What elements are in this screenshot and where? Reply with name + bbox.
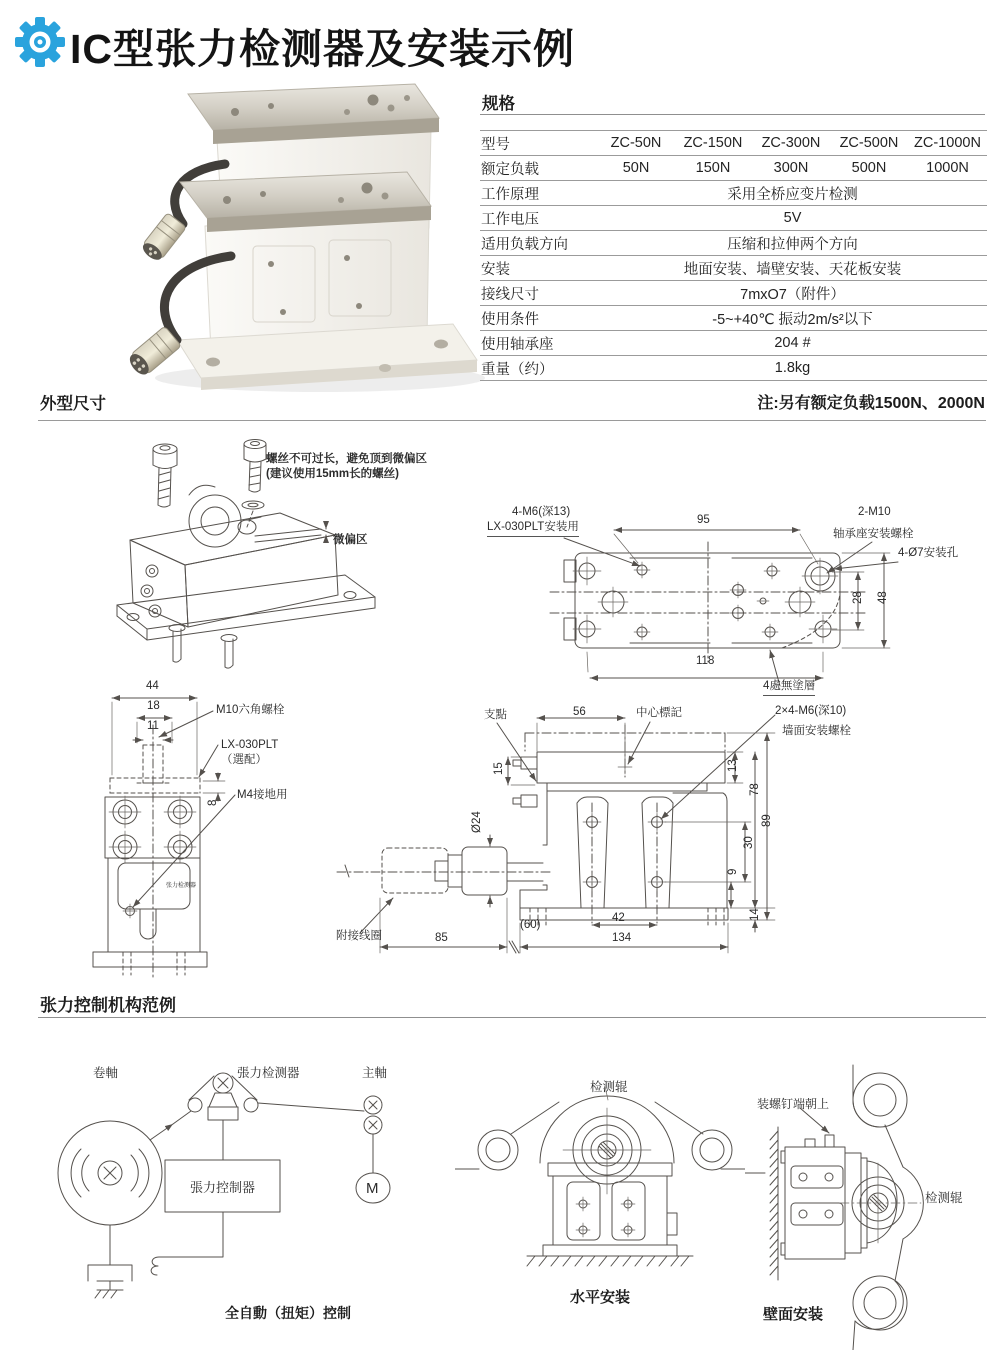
- sideview-dim-89: 89: [761, 814, 773, 827]
- topview-dim-118: 118: [696, 655, 715, 667]
- topview-dim-28: 28: [852, 591, 864, 604]
- front-view-drawing: [85, 675, 325, 980]
- table-row: [480, 131, 987, 156]
- control-section-title: 张力控制机构范例: [40, 996, 176, 1015]
- frontview-dim-18: 18: [147, 700, 160, 712]
- spec-cell: 1000N: [908, 156, 987, 181]
- spec-cell: 1.8kg: [598, 356, 987, 381]
- table-row: [480, 206, 987, 231]
- topview-m10-label-line2: 轴承座安装螺栓: [833, 528, 914, 540]
- spec-title-rule: [480, 114, 985, 115]
- horizontal-mount-diagram: [455, 1078, 745, 1290]
- spec-cell: 500N: [830, 156, 908, 181]
- horizontal-mount-caption: 水平安装: [570, 1289, 631, 1306]
- page-title: IC型张力检测器及安装示例: [70, 26, 575, 72]
- table-row: [480, 281, 987, 306]
- sideview-dim-9: 9: [727, 868, 739, 875]
- spec-row-label: 型号: [480, 131, 598, 156]
- spec-cell: 7mxO7（附件）: [598, 281, 987, 306]
- schematic-caption: 全自動（扭矩）控制: [225, 1305, 351, 1321]
- frontview-plt-label-line1: LX-030PLT: [221, 739, 279, 751]
- spec-row-label: 适用负载方向: [480, 231, 598, 256]
- schematic-detector-label: 張力检测器: [237, 1066, 300, 1080]
- sideview-center-mark-label: 中心標記: [636, 707, 682, 719]
- spec-cell: ZC-1000N: [908, 131, 987, 156]
- outline-section-title: 外型尺寸: [40, 395, 106, 413]
- sideview-dim-14: 14: [749, 908, 761, 921]
- product-photo: [85, 78, 485, 396]
- spec-cell: 204 #: [598, 331, 987, 356]
- spec-row-label: 使用条件: [480, 306, 598, 331]
- gear-icon: [14, 16, 66, 68]
- frontview-ground-label: M4接地用: [237, 789, 288, 801]
- control-section-rule: [38, 1017, 986, 1018]
- horizontal-mount-roller-label: 检测辊: [590, 1080, 628, 1094]
- spec-row-label: 工作原理: [480, 181, 598, 206]
- spec-cell: ZC-500N: [830, 131, 908, 156]
- spec-row-label: 接线尺寸: [480, 281, 598, 306]
- frontview-dim-11: 11: [147, 720, 159, 732]
- iso-zone-label: 微偏区: [333, 534, 368, 546]
- sideview-coil-label: 附接线圈: [336, 930, 382, 942]
- sideview-dim-56: 56: [573, 706, 586, 718]
- sideview-dim-d24: Ø24: [471, 811, 483, 833]
- table-row: [480, 156, 987, 181]
- frontview-dim-44: 44: [146, 680, 159, 692]
- table-row: [480, 231, 987, 256]
- spec-cell: 采用全桥应变片检测: [598, 181, 987, 206]
- sideview-m6-label-line2: 墙面安装螺栓: [782, 725, 851, 737]
- sideview-m6-label-line1: 2×4-M6(深10): [775, 705, 847, 717]
- side-view-drawing: [335, 695, 995, 980]
- sideview-dim-30: 30: [743, 836, 755, 849]
- wall-mount-caption: 壁面安装: [763, 1306, 824, 1323]
- table-row: [480, 356, 987, 381]
- table-row: [480, 331, 987, 356]
- wall-mount-roller-label: 检测辊: [925, 1191, 963, 1205]
- spec-cell: ZC-50N: [598, 131, 674, 156]
- sideview-dim-13: 13: [727, 759, 739, 772]
- iso-screw-note-line1: 螺丝不可过长，避免顶到微偏区: [266, 453, 427, 465]
- table-row: [480, 306, 987, 331]
- spec-cell: 5V: [598, 206, 987, 231]
- sideview-dim-78: 78: [749, 783, 761, 796]
- wall-mount-screw-up-label: 装螺钉端朝上: [757, 1097, 830, 1111]
- spec-note: 注:另有额定负载1500N、2000N: [757, 395, 985, 412]
- topview-dim-95: 95: [697, 514, 710, 526]
- spec-row-label: 使用轴承座: [480, 331, 598, 356]
- spec-cell: 压缩和拉伸两个方向: [598, 231, 987, 256]
- spec-cell: ZC-150N: [674, 131, 752, 156]
- sideview-dim-42: 42: [612, 912, 625, 924]
- sideview-dim-134: 134: [612, 932, 632, 944]
- spec-cell: 300N: [752, 156, 830, 181]
- spec-cell: 地面安装、墙壁安装、天花板安装: [598, 256, 987, 281]
- spec-cell: 50N: [598, 156, 674, 181]
- section-divider: [38, 420, 986, 421]
- topview-nocoating-label: 4處無塗層: [763, 680, 815, 696]
- schematic-reel-label: 卷軸: [93, 1066, 119, 1080]
- sideview-dim-15: 15: [493, 762, 505, 775]
- sideview-fulcrum-label: 支點: [484, 709, 507, 721]
- table-row: [480, 256, 987, 281]
- frontview-bolt-label: M10六角螺栓: [216, 704, 285, 716]
- spec-row-label: 工作电压: [480, 206, 598, 231]
- frontview-plt-label-line2: （選配）: [221, 754, 267, 766]
- table-row: [480, 181, 987, 206]
- spec-cell: 150N: [674, 156, 752, 181]
- sideview-dim-85: 85: [435, 932, 448, 944]
- spec-cell: ZC-300N: [752, 131, 830, 156]
- schematic-controller-box-label: 張力控制器: [189, 1180, 255, 1195]
- spec-row-label: 额定负载: [480, 156, 598, 181]
- topview-m6-label-line2: LX-030PLT安装用: [487, 521, 579, 537]
- schematic-motor-label: M: [366, 1180, 379, 1197]
- frontview-dim-8: 8: [207, 799, 219, 806]
- iso-screw-note-line2: (建议使用15mm长的螺丝): [266, 468, 399, 480]
- spec-row-label: 重量（约）: [480, 356, 598, 381]
- frontview-device-label: 张力检测器: [166, 883, 197, 889]
- spec-row-label: 安装: [480, 256, 598, 281]
- topview-mount-holes-label: 4-Ø7安装孔: [898, 547, 959, 559]
- topview-m6-label-line1: 4-M6(深13): [512, 506, 571, 518]
- topview-dim-48: 48: [877, 591, 889, 604]
- schematic-main-shaft-label: 主軸: [362, 1066, 388, 1080]
- topview-m10-label-line1: 2-M10: [858, 506, 891, 518]
- sideview-dim-60: (60): [520, 919, 541, 931]
- spec-cell: -5~+40℃ 振动2m/s²以下: [598, 306, 987, 331]
- spec-table: [480, 130, 987, 381]
- spec-section-title: 规格: [482, 95, 515, 113]
